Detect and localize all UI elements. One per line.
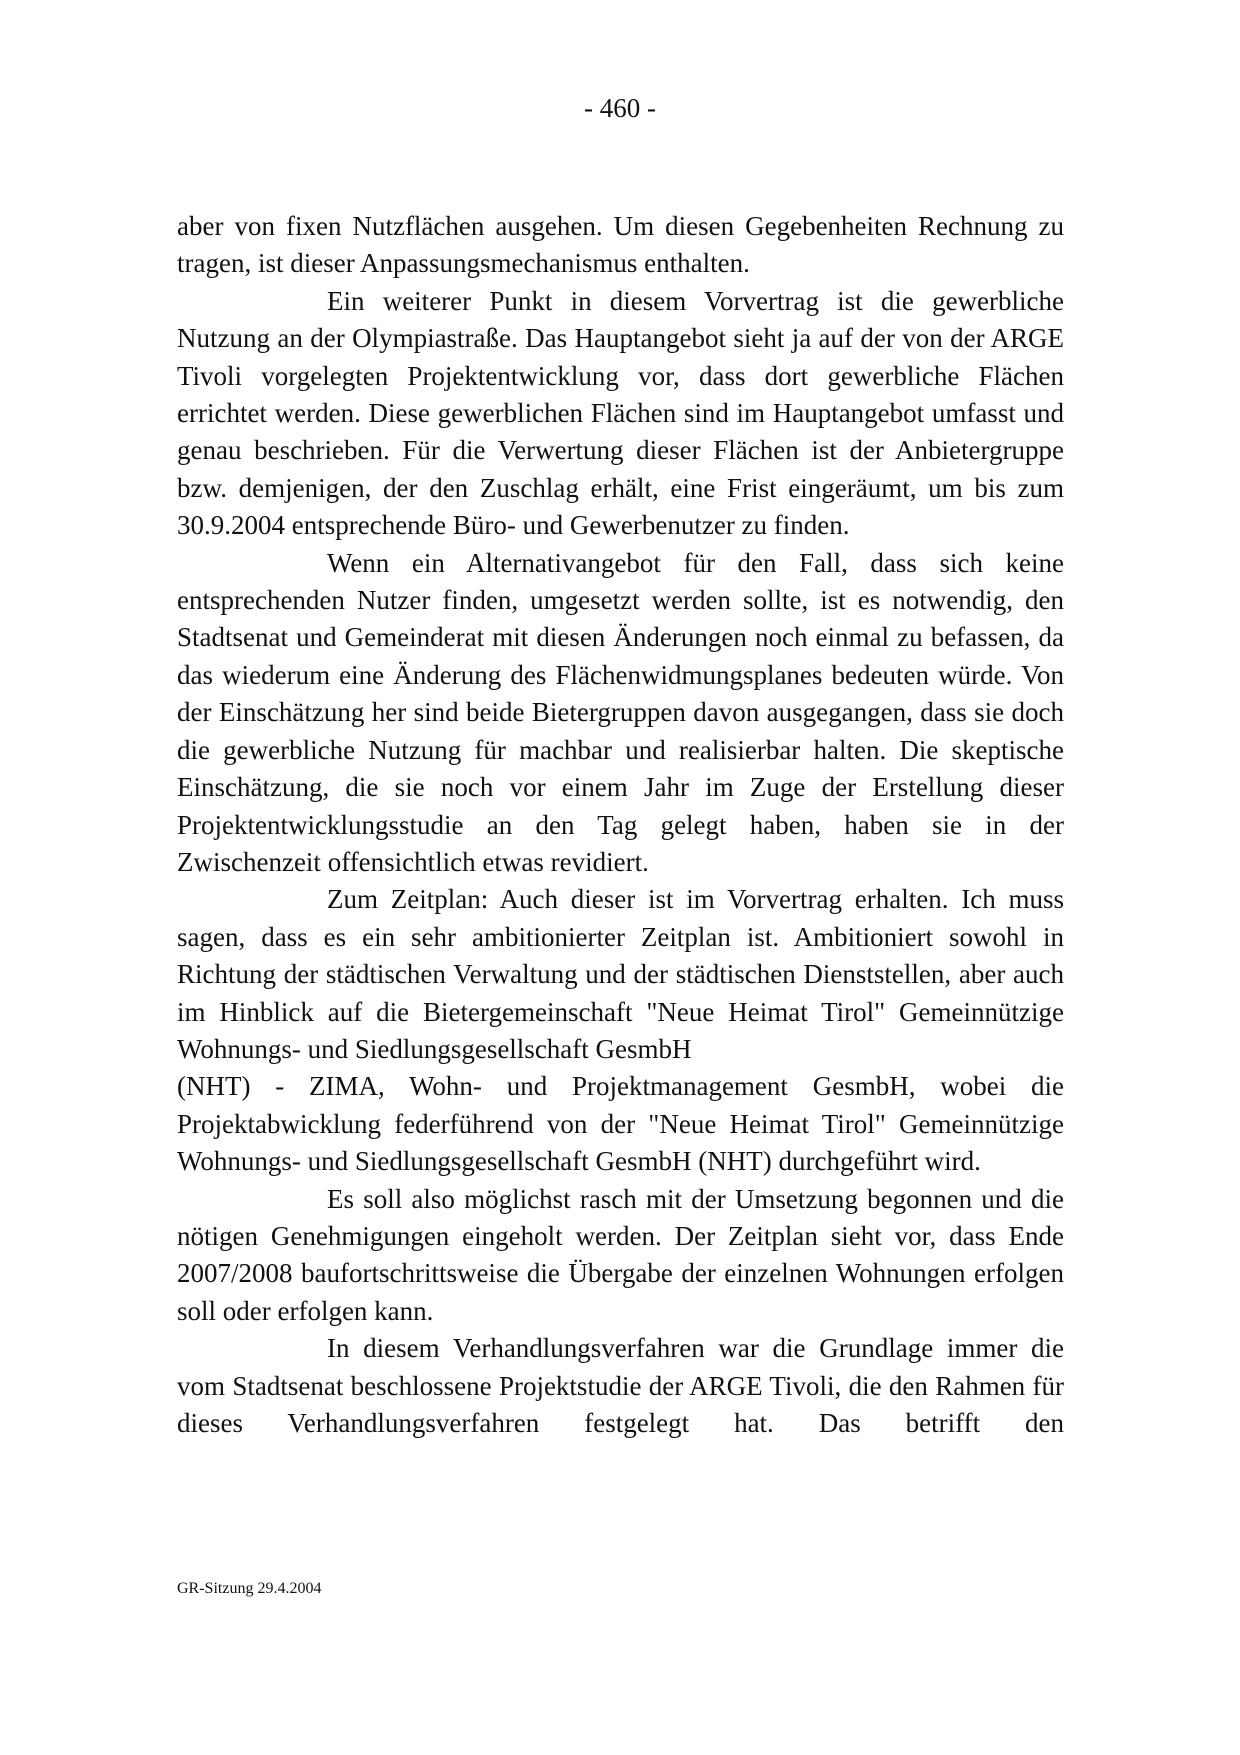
- paragraph-4-continuation: (NHT) - ZIMA, Wohn- und Projektmanagement GesmbH, wobei die Projektabwicklung federführend von der "Neue Heimat Tirol" Gemeinnützige Wohnungs- und Siedlungsgesellschaft GesmbH (NHT) durchgeführt wird.: [177, 1071, 1064, 1177]
- paragraph-1: aber von fixen Nutzflächen ausgehen. Um diesen Gegebenheiten Rechnung zu tragen, ist dieser Anpassungsmechanismus enthalten.: [177, 211, 1064, 279]
- paragraph-3: Wenn ein Alternativangebot für den Fall, dass sich keine entsprechenden Nutzer finden, umgesetzt werden sollte, ist es notwendig, den Stadtsenat und Gemeinderat mit diesen Änderungen noch einmal zu befassen, da das wiederum eine Änderung des Flächenwidmungsplanes bedeuten würde. Von der Einschätzung her sind beide Bietergruppen davon ausgegangen, dass sie doch die gewerbliche Nutzung für machbar und realisierbar halten. Die skeptische Einschätzung, die sie noch vor einem Jahr im Zuge der Erstellung dieser Projektentwicklungsstudie an den Tag gelegt haben, haben sie in der Zwischenzeit offensichtlich etwas revidiert.: [177, 547, 1064, 877]
- paragraph-5: Es soll also möglichst rasch mit der Umsetzung begonnen und die nötigen Genehmigungen eingeholt werden. Der Zeitplan sieht vor, dass Ende 2007/2008 baufortschrittsweise die Übergabe der einzelnen Wohnungen erfolgen soll oder erfolgen kann.: [177, 1183, 1064, 1326]
- page-number: - 460 -: [584, 93, 656, 123]
- paragraph-4: Zum Zeitplan: Auch dieser ist im Vorvertrag erhalten. Ich muss sagen, dass es ein sehr ambitionierter Zeitplan ist. Ambitioniert sowohl in Richtung der städtischen Verwaltung und der städtischen Dienststellen, aber auch im Hinblick auf die Bietergemeinschaft "Neue Heimat Tirol" Gemeinnützige Wohnungs- und Siedlungsgesellschaft GesmbH: [177, 884, 1064, 1064]
- document-body: [177, 208, 1064, 1442]
- paragraph-2: Ein weiterer Punkt in diesem Vorvertrag ist die gewerbliche Nutzung an der Olympiastraße. Das Hauptangebot sieht ja auf der von der ARGE Tivoli vorgelegten Projektentwicklung vor, dass dort gewerbliche Flächen errichtet werden. Diese gewerblichen Flächen sind im Hauptangebot umfasst und genau beschrieben. Für die Verwertung dieser Flächen ist der Anbietergruppe bzw. demjenigen, der den Zuschlag erhält, eine Frist eingeräumt, um bis zum 30.9.2004 entsprechende Büro- und Gewerbenutzer zu finden.: [177, 285, 1064, 541]
- paragraph-6: In diesem Verhandlungsverfahren war die Grundlage immer die vom Stadtsenat beschlossene Projektstudie der ARGE Tivoli, die den Rahmen für dieses Verhandlungsverfahren festgelegt hat. Das betrifft den: [177, 1333, 1064, 1438]
- page-footer: GR-Sitzung 29.4.2004: [177, 1580, 322, 1597]
